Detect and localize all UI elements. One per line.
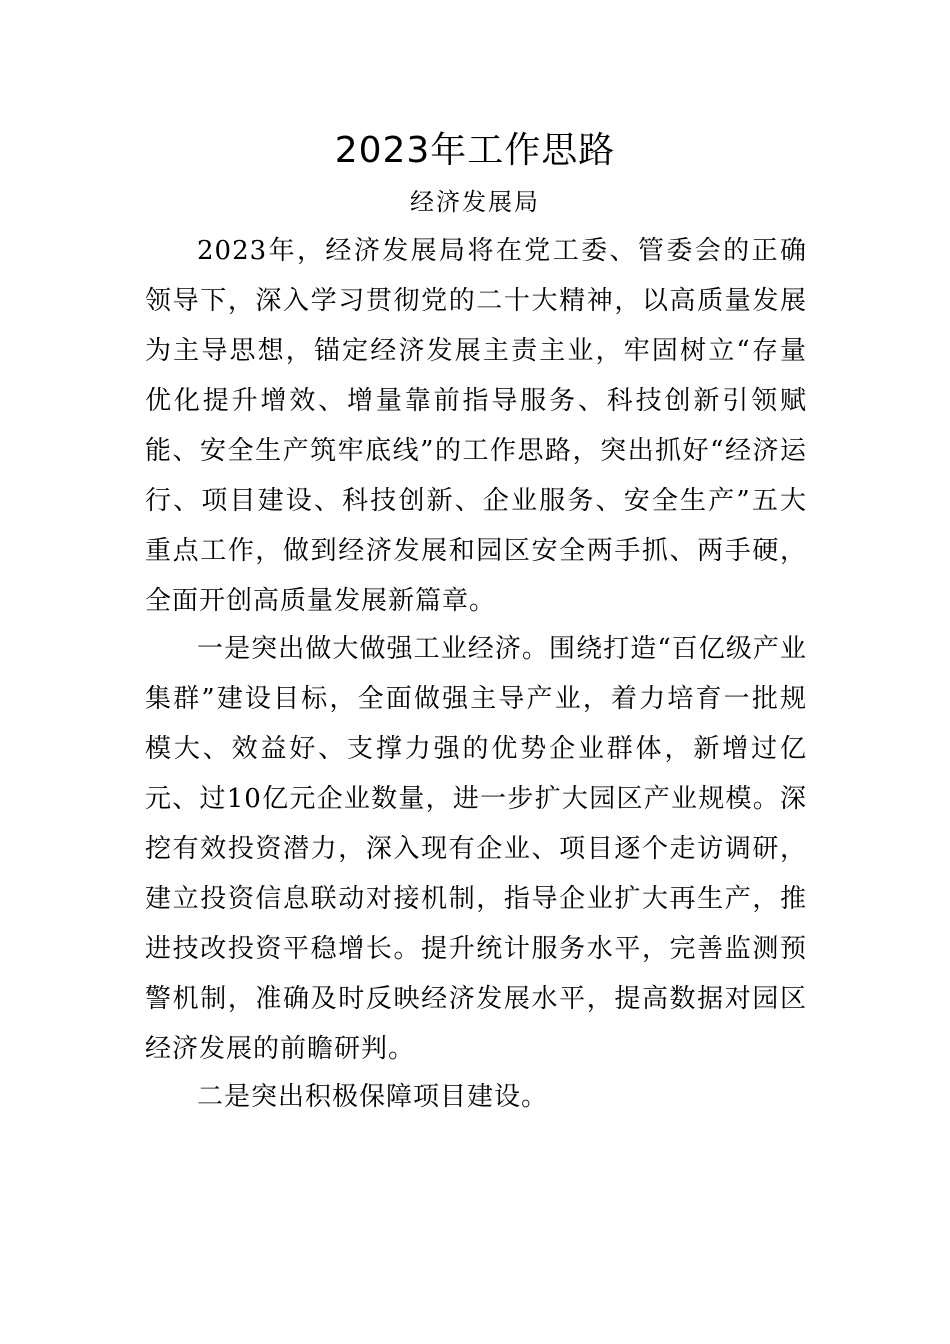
paragraph-project-construction: 二是突出积极保障项目建设。 [197,1082,549,1112]
document-title: 2023年工作思路 [334,130,616,171]
paragraph-intro: 2023年，经济发展局将在党工委、管委会的正确领导下，深入学习贯彻党的二十大精神，以高质量发展为主导思想，锚定经济发展主责主业，牢固树立“存量优化提升增效、增量靠前指导服务、科技创新引领赋能、安全生产筑牢底线”的工作思路，突出抓好“经济运行、项目建设、科技创新、企业服务、安全生产”五大重点工作，做到经济发展和园区安全两手抓、两手硬，全面开创高质量发展新篇章。 [145,236,807,616]
department-name: 经济发展局 [410,188,540,216]
paragraph-industrial-economy: 一是突出做大做强工业经济。围绕打造“百亿级产业集群”建设目标，全面做强主导产业，着力培育一批规模大、效益好、支撑力强的优势企业群体，新增过亿元、过10亿元企业数量，进一步扩大园区产业规模。深挖有效投资潜力，深入现有企业、项目逐个走访调研，建立投资信息联动对接机制，指导企业扩大再生产，推进技改投资平稳增长。提升统计服务水平，完善监测预警机制，准确及时反映经济发展水平，提高数据对园区经济发展的前瞻研判。 [145,634,807,1064]
